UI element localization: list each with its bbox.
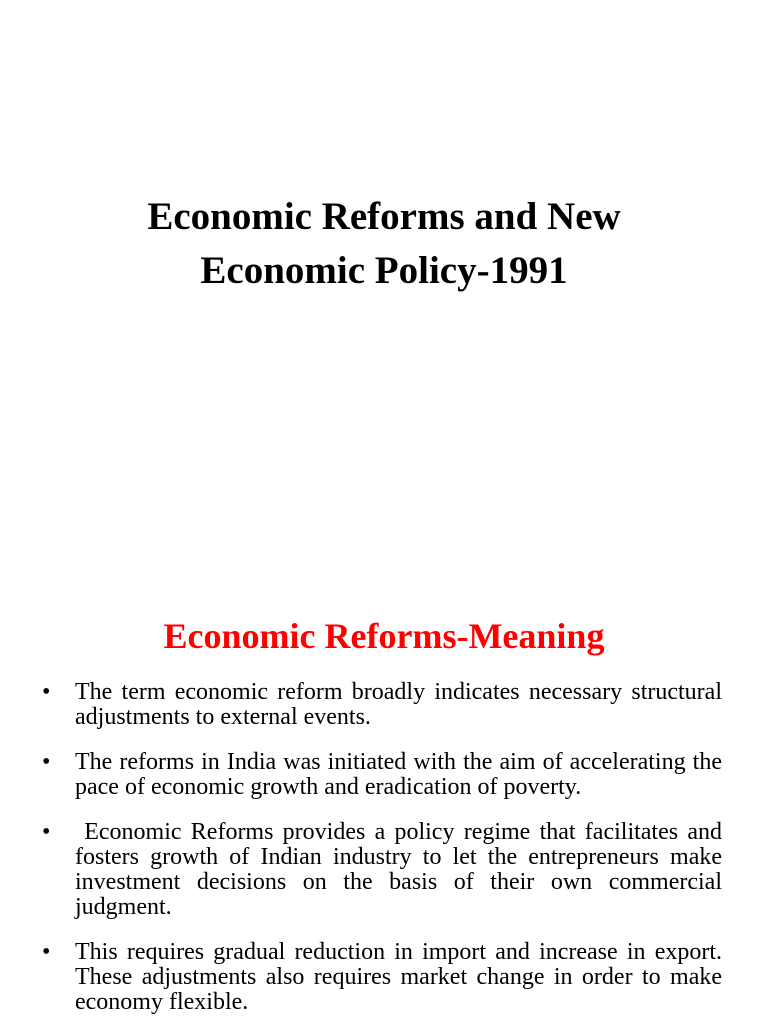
bullet-icon: • xyxy=(42,679,51,705)
bullet-icon: • xyxy=(42,939,51,965)
bullet-text: The reforms in India was initiated with the aim of accelerating the pace of economic growth and eradication of poverty. xyxy=(75,749,722,800)
list-item xyxy=(0,820,768,920)
bullet-text: This requires gradual reduction in import and increase in export. These adjustments also requires market change in order to make economy flexible. xyxy=(75,939,722,1015)
meaning-slide xyxy=(0,576,768,1024)
list-item xyxy=(0,750,768,800)
list-item xyxy=(0,680,768,730)
section-heading: Economic Reforms-Meaning xyxy=(163,616,605,656)
bullet-icon: • xyxy=(42,749,51,775)
slide-title-line-2: Economic Policy-1991 xyxy=(200,249,568,292)
bullet-text: Economic Reforms provides a policy regime that facilitates and fosters growth of Indian industry to let the entrepreneurs make investment decisions on the basis of their own commercial judgment. xyxy=(75,819,722,920)
slide-title-line-1: Economic Reforms and New xyxy=(147,195,621,238)
list-item xyxy=(0,940,768,1015)
slide-title xyxy=(60,190,708,298)
bullet-list xyxy=(0,680,768,1035)
bullet-icon: • xyxy=(42,819,51,845)
bullet-text: The term economic reform broadly indicates necessary structural adjustments to external events. xyxy=(75,679,722,730)
